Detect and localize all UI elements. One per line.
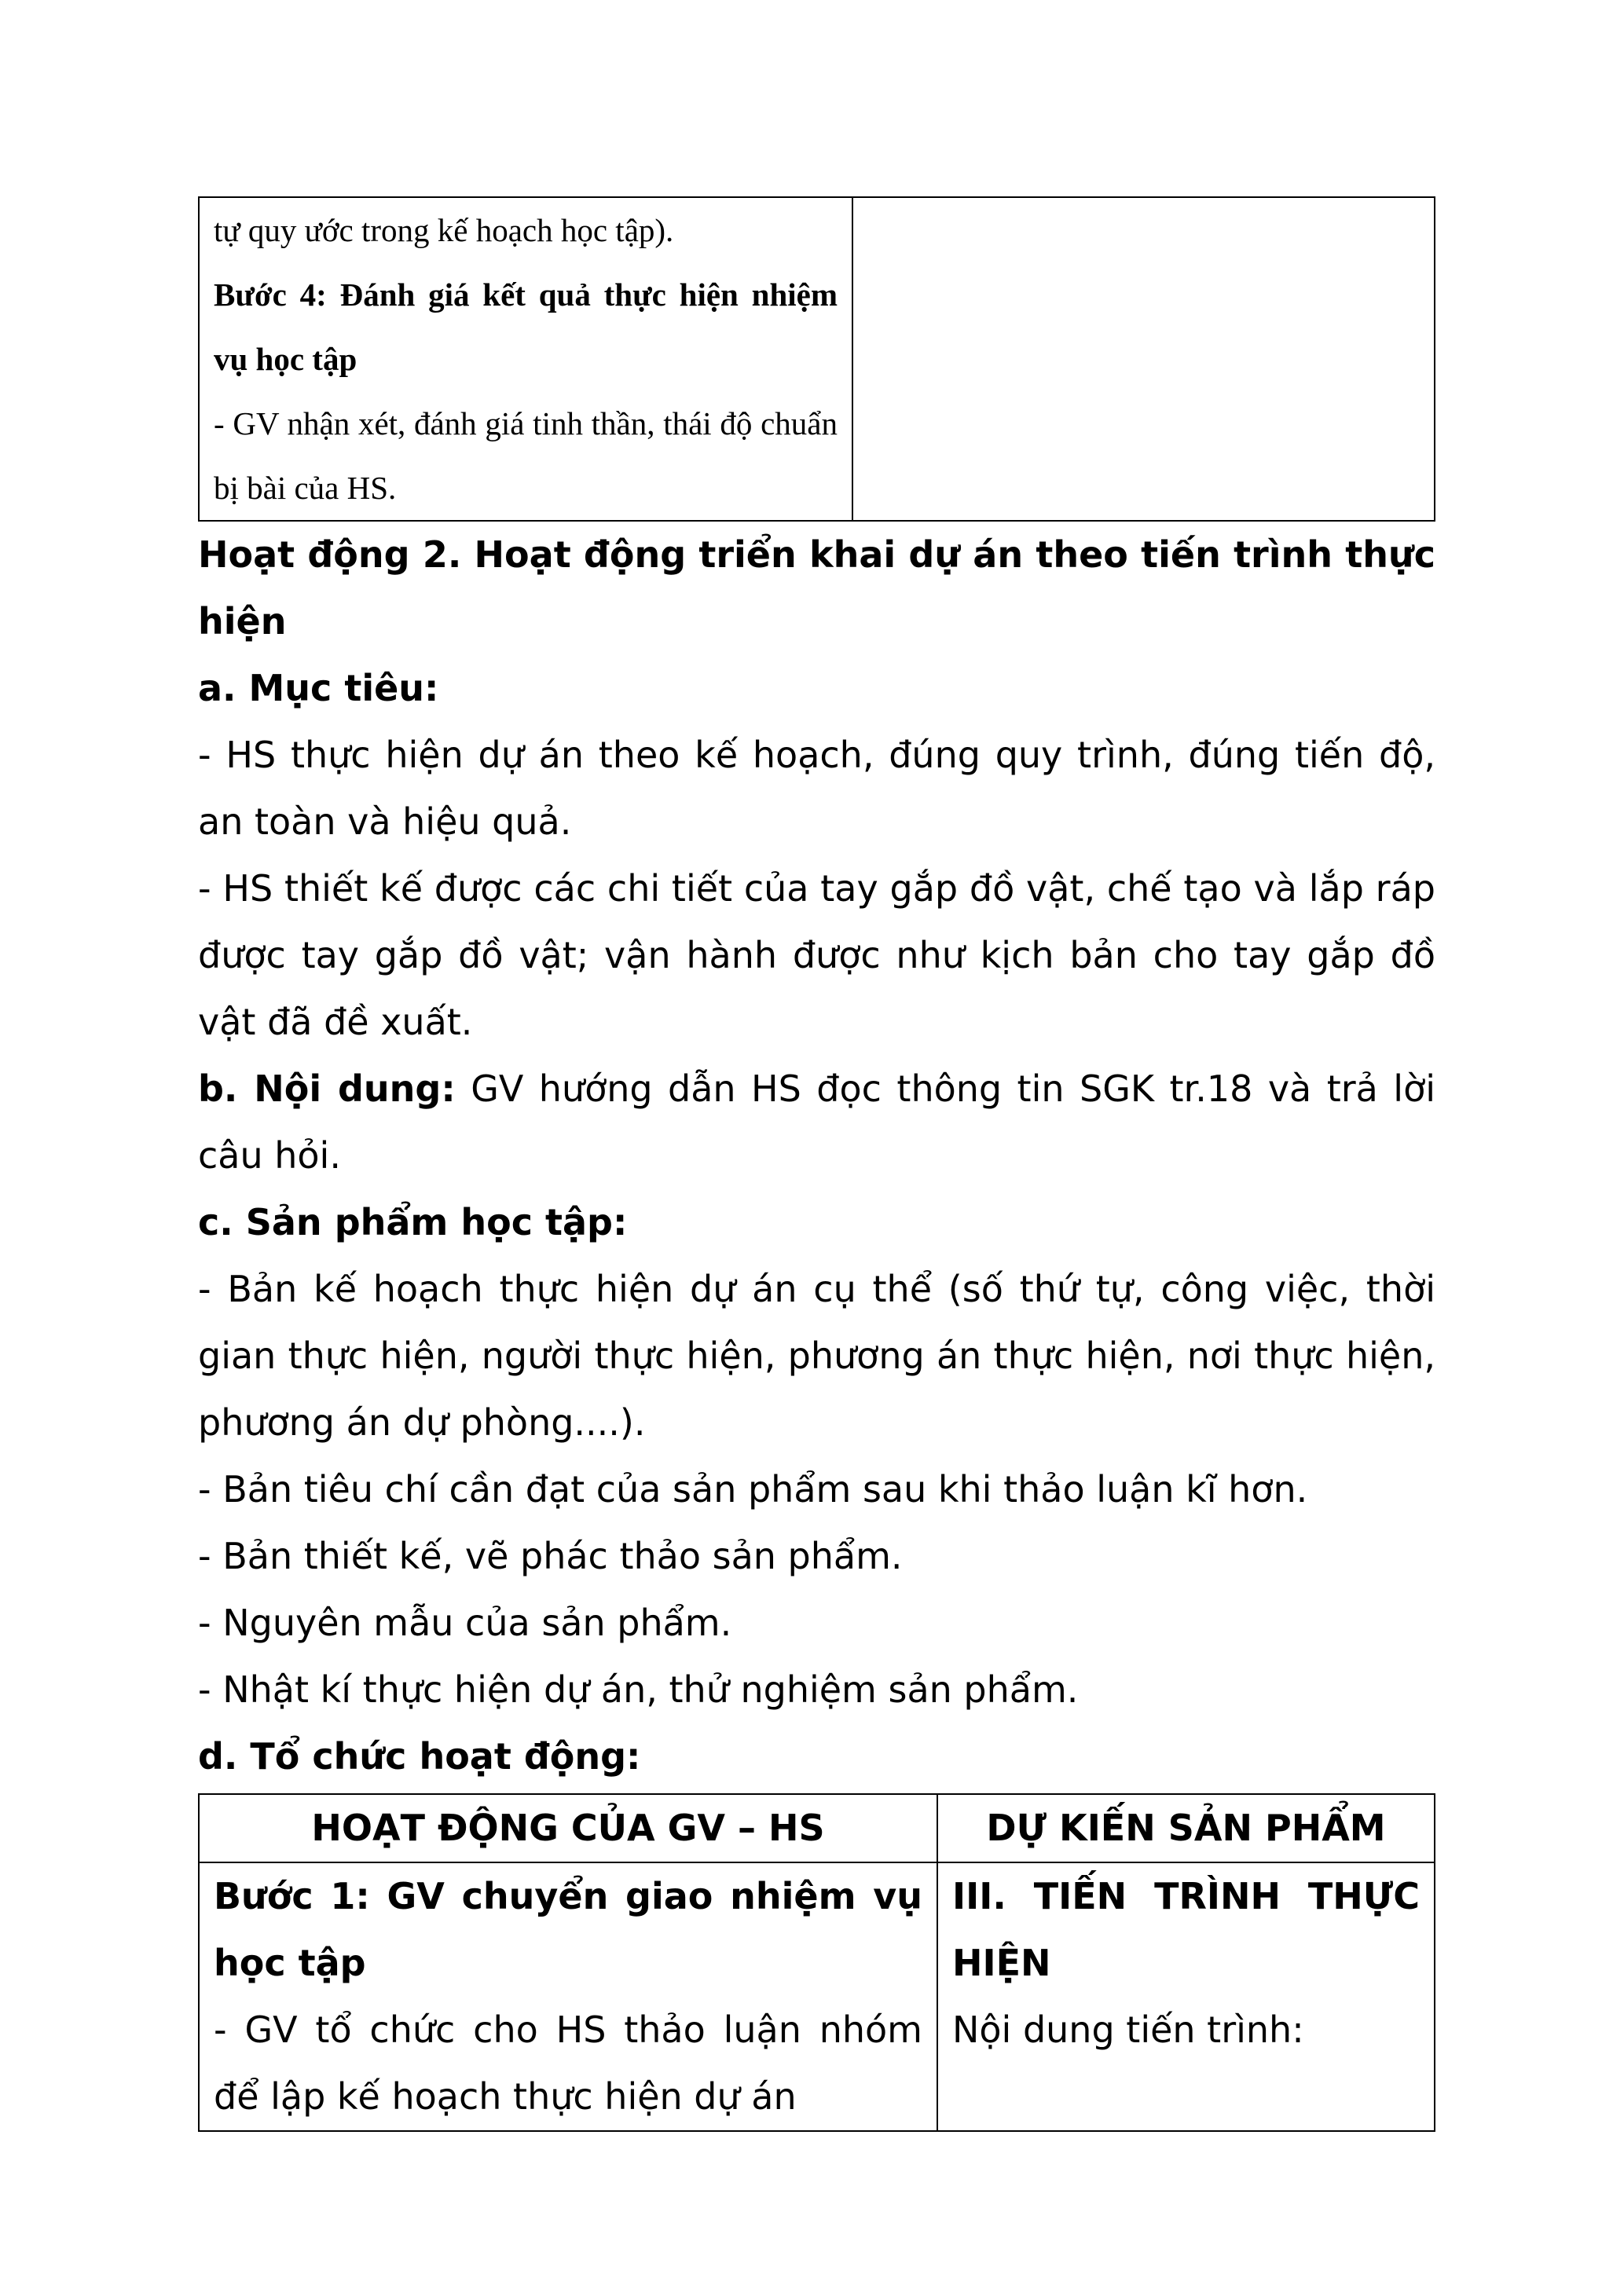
plan-continuation-text: tự quy ước trong kế hoạch học tập). [214,212,674,248]
product-cell [937,1862,1435,2131]
step-4-heading: Bước 4: Đánh giá kết quả thực hiện nhiệm vụ học tập [214,276,838,377]
header-expected-products: DỰ KIẾN SẢN PHẨM [937,1794,1435,1862]
organization-heading: d. Tổ chức hoạt động: [198,1735,641,1778]
content-paragraph [198,1056,1435,1189]
objective-item: - HS thực hiện dự án theo kế hoạch, đúng quy trình, đúng tiến độ, an toàn và hiệu quả. [198,734,1435,843]
product-cell [852,197,1435,521]
product-item: - Bản thiết kế, vẽ phác thảo sản phẩm. [198,1535,903,1577]
table-row [199,1862,1435,2131]
activity-cell [199,1862,937,2131]
objectives-heading: a. Mục tiêu: [198,667,439,709]
teacher-assessment-text: - GV nhận xét, đánh giá tinh thần, thái độ chuẩn bị bài của HS. [214,405,838,506]
products-heading: c. Sản phẩm học tập: [198,1201,628,1243]
header-activities: HOẠT ĐỘNG CỦA GV – HS [199,1794,937,1862]
continuation-table [198,196,1435,522]
content-heading: b. Nội dung: [198,1067,456,1110]
product-item: - Bản kế hoạch thực hiện dự án cụ thể (số thứ tự, công việc, thời gian thực hiện, người thực hiện, phương án thực hiện, nơi thực hiện, phương án dự phòng....). [198,1268,1435,1444]
activity-table [198,1793,1435,2132]
activity-cell [199,197,852,521]
activity-title: Hoạt động 2. Hoạt động triển khai dự án theo tiến trình thực hiện [198,533,1435,643]
product-item: - Nhật kí thực hiện dự án, thử nghiệm sản phẩm. [198,1668,1079,1711]
product-item: - Nguyên mẫu của sản phẩm. [198,1602,732,1644]
progress-content-label: Nội dung tiến trình: [952,2009,1304,2051]
document-page [198,196,1435,2132]
table-row [199,197,1435,521]
objective-item: - HS thiết kế được các chi tiết của tay gắp đồ vật, chế tạo và lắp ráp được tay gắp đồ vật; vận hành được như kịch bản cho tay gắp đồ vật đã đề xuất. [198,867,1435,1043]
progress-heading: III. TIẾN TRÌNH THỰC HIỆN [952,1875,1420,1984]
step-1-text: - GV tổ chức cho HS thảo luận nhóm để lập kế hoạch thực hiện dự án [214,2009,922,2118]
activity-section [198,522,1435,1790]
content-text: GV hướng dẫn HS đọc thông tin SGK tr.18 và trả lời câu hỏi. [198,1067,1435,1177]
step-1-heading: Bước 1: GV chuyển giao nhiệm vụ học tập [214,1875,922,1984]
product-item: - Bản tiêu chí cần đạt của sản phẩm sau khi thảo luận kĩ hơn. [198,1468,1308,1511]
table-header-row [199,1794,1435,1862]
